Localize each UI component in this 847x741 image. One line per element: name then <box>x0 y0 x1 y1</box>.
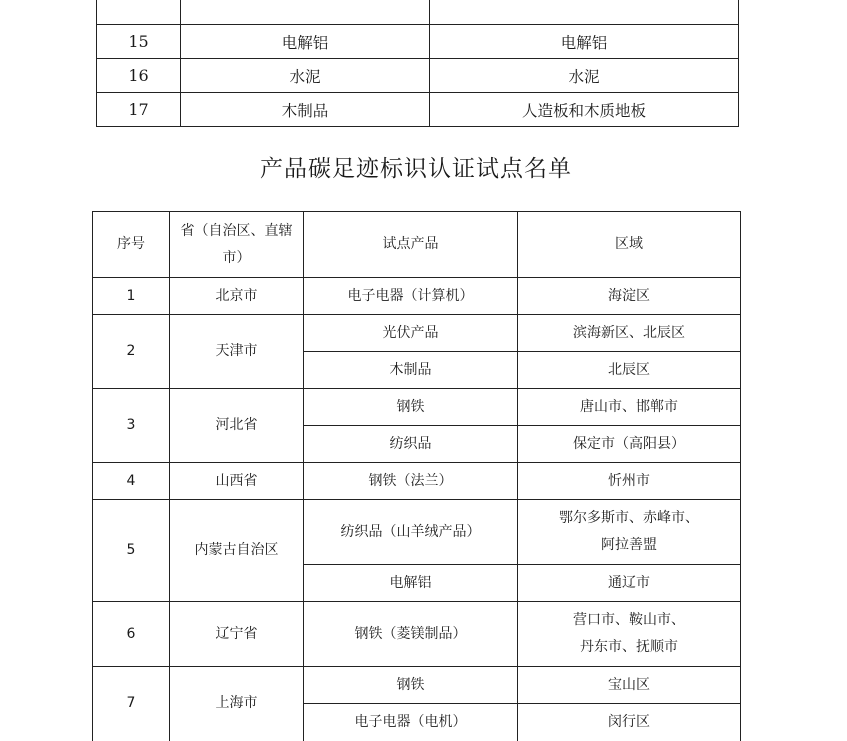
province-cell: 上海市 <box>170 667 304 741</box>
product-cell: 电子电器（计算机） <box>304 278 518 315</box>
product-cell <box>181 0 430 25</box>
seq-cell: 6 <box>93 602 170 667</box>
region-cell: 海淀区 <box>518 278 741 315</box>
region-cell: 宝山区 <box>518 667 741 704</box>
province-cell: 北京市 <box>170 278 304 315</box>
seq-cell: 7 <box>93 667 170 741</box>
region-cell: 闵行区 <box>518 704 741 741</box>
header-product: 试点产品 <box>304 212 518 278</box>
region-cell: 通辽市 <box>518 565 741 602</box>
row-number: 17 <box>97 93 181 127</box>
province-cell: 河北省 <box>170 389 304 463</box>
header-seq: 序号 <box>93 212 170 278</box>
product-cell: 钢铁（菱镁制品） <box>304 602 518 667</box>
seq-cell: 2 <box>93 315 170 389</box>
table-row <box>93 389 741 426</box>
region-line: 丹东市、抚顺市 <box>580 639 678 655</box>
table-row <box>97 93 739 127</box>
region-cell <box>518 500 741 565</box>
product-cell: 钢铁 <box>304 389 518 426</box>
page-title: 产品碳足迹标识认证试点名单 <box>260 156 572 182</box>
category-cell: 电解铝 <box>430 25 739 59</box>
product-cell: 钢铁 <box>304 667 518 704</box>
row-number <box>97 0 181 25</box>
region-cell <box>518 602 741 667</box>
product-cell: 光伏产品 <box>304 315 518 352</box>
seq-cell: 1 <box>93 278 170 315</box>
header-region: 区域 <box>518 212 741 278</box>
region-cell: 唐山市、邯郸市 <box>518 389 741 426</box>
table-header-row <box>93 212 741 278</box>
product-cell: 木制品 <box>304 352 518 389</box>
header-province-line1: 省（自治区、直辖 <box>180 222 293 239</box>
table-row <box>93 463 741 500</box>
region-line: 阿拉善盟 <box>601 537 657 553</box>
product-cell: 电解铝 <box>304 565 518 602</box>
table-row <box>93 278 741 315</box>
province-cell: 天津市 <box>170 315 304 389</box>
pilot-list-table <box>92 211 741 741</box>
row-number: 16 <box>97 59 181 93</box>
continued-category-table <box>96 0 739 127</box>
table-row <box>97 0 739 25</box>
product-cell: 纺织品 <box>304 426 518 463</box>
product-cell: 纺织品（山羊绒产品） <box>304 500 518 565</box>
table-row <box>97 25 739 59</box>
seq-cell: 3 <box>93 389 170 463</box>
table-row <box>97 59 739 93</box>
product-cell: 钢铁（法兰） <box>304 463 518 500</box>
seq-cell: 4 <box>93 463 170 500</box>
table-row <box>93 315 741 352</box>
header-province <box>170 212 304 278</box>
province-cell: 内蒙古自治区 <box>170 500 304 602</box>
category-cell: 人造板和木质地板 <box>430 93 739 127</box>
region-line: 营口市、鞍山市、 <box>573 612 685 628</box>
region-cell: 北辰区 <box>518 352 741 389</box>
row-number: 15 <box>97 25 181 59</box>
table-row <box>93 602 741 667</box>
table-row <box>93 500 741 565</box>
region-line: 鄂尔多斯市、赤峰市、 <box>559 510 699 526</box>
category-cell: 水泥 <box>430 59 739 93</box>
province-cell: 山西省 <box>170 463 304 500</box>
product-cell: 电子电器（电机） <box>304 704 518 741</box>
category-cell <box>430 0 739 25</box>
product-cell: 木制品 <box>181 93 430 127</box>
product-cell: 电解铝 <box>181 25 430 59</box>
region-cell: 保定市（高阳县） <box>518 426 741 463</box>
region-cell: 忻州市 <box>518 463 741 500</box>
seq-cell: 5 <box>93 500 170 602</box>
region-cell: 滨海新区、北辰区 <box>518 315 741 352</box>
header-province-line2: 市） <box>222 249 251 266</box>
table-row <box>93 667 741 704</box>
product-cell: 水泥 <box>181 59 430 93</box>
province-cell: 辽宁省 <box>170 602 304 667</box>
